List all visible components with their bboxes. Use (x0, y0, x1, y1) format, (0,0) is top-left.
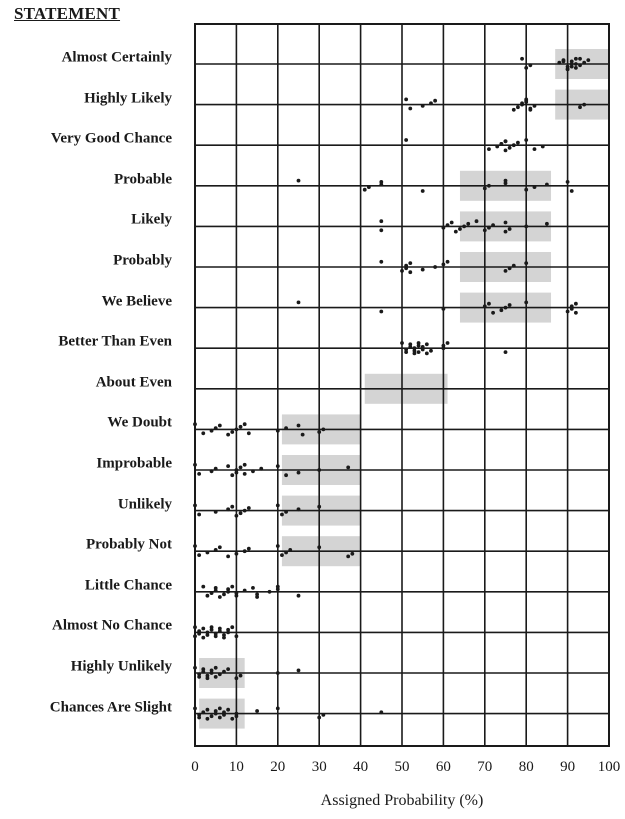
x-tick-label: 0 (191, 759, 199, 775)
data-point (379, 260, 383, 264)
data-point (193, 625, 197, 629)
data-point (346, 555, 350, 559)
data-point (230, 585, 234, 589)
data-point (239, 425, 243, 429)
data-point (566, 310, 570, 314)
data-point (508, 146, 512, 150)
statement-label: Probably Not (86, 536, 172, 553)
data-point (235, 712, 239, 716)
data-point (255, 593, 259, 597)
data-point (487, 147, 491, 151)
data-point (222, 633, 226, 637)
data-point (504, 139, 508, 143)
data-point (421, 189, 425, 193)
data-point (297, 179, 301, 183)
statement-label: Highly Likely (84, 90, 172, 107)
statement-label: Very Good Chance (50, 130, 172, 147)
data-point (255, 709, 259, 713)
data-point (210, 625, 214, 629)
data-point (442, 307, 446, 311)
statement-label: We Doubt (107, 414, 172, 431)
data-point (524, 188, 528, 192)
data-point (574, 62, 578, 66)
data-point (276, 671, 280, 675)
data-point (404, 98, 408, 102)
data-point (512, 143, 516, 147)
data-point (504, 179, 508, 183)
data-point (570, 60, 574, 64)
data-point (499, 142, 503, 146)
data-point (504, 149, 508, 153)
data-point (214, 426, 218, 430)
data-point (206, 594, 210, 598)
data-point (235, 552, 239, 556)
data-point (574, 302, 578, 306)
data-point (210, 669, 214, 673)
data-point (243, 472, 247, 476)
data-point (446, 223, 450, 227)
data-point (235, 428, 239, 432)
data-point (404, 138, 408, 142)
data-point (491, 311, 495, 315)
data-point (446, 341, 450, 345)
data-point (586, 58, 590, 62)
data-point (243, 463, 247, 467)
data-point (206, 717, 210, 721)
data-point (570, 304, 574, 308)
statement-label: Better Than Even (58, 333, 172, 350)
data-point (276, 504, 280, 508)
data-point (487, 226, 491, 230)
statement-label: Almost Certainly (61, 49, 172, 66)
data-point (276, 429, 280, 433)
data-point (408, 107, 412, 111)
data-point (297, 507, 301, 511)
x-tick-label: 20 (270, 759, 286, 775)
data-point (247, 431, 251, 435)
data-point (483, 304, 487, 308)
data-point (226, 628, 230, 632)
data-point (214, 467, 218, 471)
data-point (545, 222, 549, 226)
data-point (524, 301, 528, 305)
data-point (442, 344, 446, 348)
data-point (193, 707, 197, 711)
data-point (454, 230, 458, 234)
data-point (239, 511, 243, 515)
data-point (218, 672, 222, 676)
data-point (280, 553, 284, 557)
x-tick-label: 90 (560, 759, 576, 775)
data-point (214, 586, 218, 590)
x-tick-label: 60 (435, 759, 451, 775)
data-point (578, 63, 582, 67)
data-point (218, 707, 222, 711)
data-point (417, 350, 421, 354)
data-point (214, 709, 218, 713)
data-point (222, 670, 226, 674)
data-point (504, 230, 508, 234)
data-point (201, 627, 205, 631)
data-point (201, 431, 205, 435)
data-point (243, 549, 247, 553)
data-point (446, 260, 450, 264)
data-point (570, 189, 574, 193)
x-tick-label: 40 (353, 759, 369, 775)
data-point (429, 101, 433, 105)
data-point (487, 184, 491, 188)
data-point (429, 349, 433, 353)
data-point (533, 104, 537, 108)
data-point (421, 268, 425, 272)
data-point (524, 261, 528, 265)
data-point (367, 185, 371, 189)
statement-label: Probably (113, 252, 172, 269)
data-point (408, 261, 412, 265)
data-point (317, 505, 321, 509)
x-tick-label: 10 (228, 759, 244, 775)
data-point (239, 466, 243, 470)
data-point (317, 430, 321, 434)
data-point (206, 674, 210, 678)
data-point (226, 464, 230, 468)
statement-label: Unlikely (117, 496, 172, 513)
statement-label: We Believe (101, 293, 172, 310)
data-point (462, 225, 466, 229)
data-point (243, 589, 247, 593)
data-point (317, 545, 321, 549)
data-point (197, 472, 201, 476)
data-point (239, 674, 243, 678)
data-point (545, 183, 549, 187)
data-point (201, 636, 205, 640)
data-point (483, 187, 487, 191)
data-point (528, 108, 532, 112)
data-point (214, 632, 218, 636)
data-point (206, 708, 210, 712)
data-point (400, 269, 404, 273)
data-point (197, 713, 201, 717)
data-point (504, 221, 508, 225)
data-point (350, 552, 354, 556)
data-point (413, 346, 417, 350)
data-point (214, 548, 218, 552)
data-point (487, 302, 491, 306)
data-point (520, 57, 524, 61)
data-point (197, 629, 201, 633)
x-axis-title: Assigned Probability (%) (320, 792, 484, 809)
data-point (317, 468, 321, 472)
data-point (230, 505, 234, 509)
x-tick-label: 80 (518, 759, 534, 775)
data-point (193, 422, 197, 426)
data-point (524, 66, 528, 70)
data-point (226, 507, 230, 511)
data-point (578, 57, 582, 61)
data-point (404, 264, 408, 268)
data-point (226, 433, 230, 437)
data-point (491, 223, 495, 227)
data-point (516, 141, 520, 145)
data-point (193, 544, 197, 548)
data-point (442, 226, 446, 230)
data-point (499, 308, 503, 312)
data-point (214, 675, 218, 679)
data-point (483, 228, 487, 232)
data-point (321, 428, 325, 432)
statement-label: Little Chance (84, 577, 172, 594)
data-point (193, 504, 197, 508)
data-point (201, 667, 205, 671)
data-point (226, 587, 230, 591)
data-point (247, 547, 251, 551)
data-point (193, 666, 197, 670)
data-point (379, 180, 383, 184)
data-point (317, 716, 321, 720)
data-point (379, 310, 383, 314)
data-point (475, 219, 479, 223)
data-point (321, 713, 325, 717)
data-point (524, 225, 528, 229)
data-point (533, 147, 537, 151)
data-point (214, 666, 218, 670)
data-point (218, 545, 222, 549)
data-point (297, 301, 301, 305)
data-point (512, 264, 516, 268)
data-point (574, 311, 578, 315)
data-point (193, 463, 197, 467)
data-point (210, 714, 214, 718)
data-point (520, 101, 524, 105)
data-point (218, 595, 222, 599)
x-tick-label: 30 (311, 759, 327, 775)
data-point (557, 61, 561, 65)
x-tick-label: 70 (477, 759, 493, 775)
data-point (218, 716, 222, 720)
data-point (235, 514, 239, 518)
statement-label: Chances Are Slight (49, 699, 172, 716)
data-point (566, 180, 570, 184)
data-point (433, 265, 437, 269)
data-point (508, 266, 512, 270)
data-point (450, 221, 454, 225)
data-point (417, 341, 421, 345)
statement-label: Almost No Chance (52, 617, 172, 634)
data-point (297, 471, 301, 475)
data-point (197, 553, 201, 557)
data-point (235, 591, 239, 595)
data-point (504, 269, 508, 273)
data-point (512, 108, 516, 112)
data-point (259, 467, 263, 471)
data-point (524, 99, 528, 103)
data-point (201, 710, 205, 714)
data-point (226, 555, 230, 559)
data-point (206, 551, 210, 555)
data-point (230, 625, 234, 629)
data-point (508, 227, 512, 231)
statement-label: Improbable (96, 455, 172, 472)
data-point (235, 634, 239, 638)
data-point (508, 303, 512, 307)
data-point (288, 548, 292, 552)
data-point (210, 429, 214, 433)
data-point (201, 585, 205, 589)
data-point (566, 67, 570, 71)
data-point (235, 676, 239, 680)
data-point (363, 188, 367, 192)
data-point (284, 426, 288, 430)
data-point (578, 105, 582, 109)
data-point (247, 506, 251, 510)
data-point (562, 60, 566, 64)
data-point (230, 717, 234, 721)
data-point (222, 593, 226, 597)
data-point (297, 424, 301, 428)
data-point (276, 464, 280, 468)
data-point (533, 185, 537, 189)
data-point (210, 469, 214, 473)
data-point (284, 473, 288, 477)
data-point (197, 672, 201, 676)
data-point (222, 710, 226, 714)
data-point (495, 145, 499, 149)
data-point (276, 707, 280, 711)
data-point (210, 591, 214, 595)
statement-label: Highly Unlikely (70, 658, 172, 675)
data-point (582, 103, 586, 107)
data-point (433, 99, 437, 103)
data-point (243, 509, 247, 513)
statement-label: Probable (113, 171, 172, 188)
data-point (226, 708, 230, 712)
data-point (574, 57, 578, 61)
data-point (301, 433, 305, 437)
x-tick-label: 100 (597, 759, 621, 775)
data-point (268, 590, 272, 594)
data-point (379, 228, 383, 232)
data-point (251, 469, 255, 473)
data-point (574, 66, 578, 70)
data-point (346, 466, 350, 470)
data-point (297, 669, 301, 673)
data-point (276, 544, 280, 548)
data-point (235, 468, 239, 472)
data-point (400, 341, 404, 345)
data-point (297, 594, 301, 598)
data-point (570, 65, 574, 69)
x-tick-label: 50 (394, 759, 410, 775)
data-point (214, 510, 218, 514)
data-point (528, 63, 532, 67)
data-point (408, 270, 412, 274)
data-point (218, 424, 222, 428)
data-point (582, 61, 586, 65)
data-point (541, 145, 545, 149)
data-point (421, 345, 425, 349)
data-point (524, 138, 528, 142)
data-point (458, 227, 462, 231)
statement-label: Likely (131, 211, 172, 228)
statement-header: STATEMENT (14, 4, 121, 23)
data-point (230, 473, 234, 477)
data-point (442, 263, 446, 267)
data-point (379, 710, 383, 714)
data-point (243, 422, 247, 426)
statement-label: About Even (95, 374, 172, 391)
data-point (404, 348, 408, 352)
data-point (193, 634, 197, 638)
data-point (197, 513, 201, 517)
data-point (466, 222, 470, 226)
data-point (379, 219, 383, 223)
data-point (504, 350, 508, 354)
data-point (206, 631, 210, 635)
data-point (516, 105, 520, 109)
data-point (226, 667, 230, 671)
data-point (284, 510, 288, 514)
data-point (425, 342, 429, 346)
data-point (284, 551, 288, 555)
data-point (504, 306, 508, 310)
data-point (280, 513, 284, 517)
data-point (251, 586, 255, 590)
data-point (218, 627, 222, 631)
data-point (230, 430, 234, 434)
data-point (276, 585, 280, 589)
data-point (425, 352, 429, 356)
data-point (421, 104, 425, 108)
data-point (408, 342, 412, 346)
